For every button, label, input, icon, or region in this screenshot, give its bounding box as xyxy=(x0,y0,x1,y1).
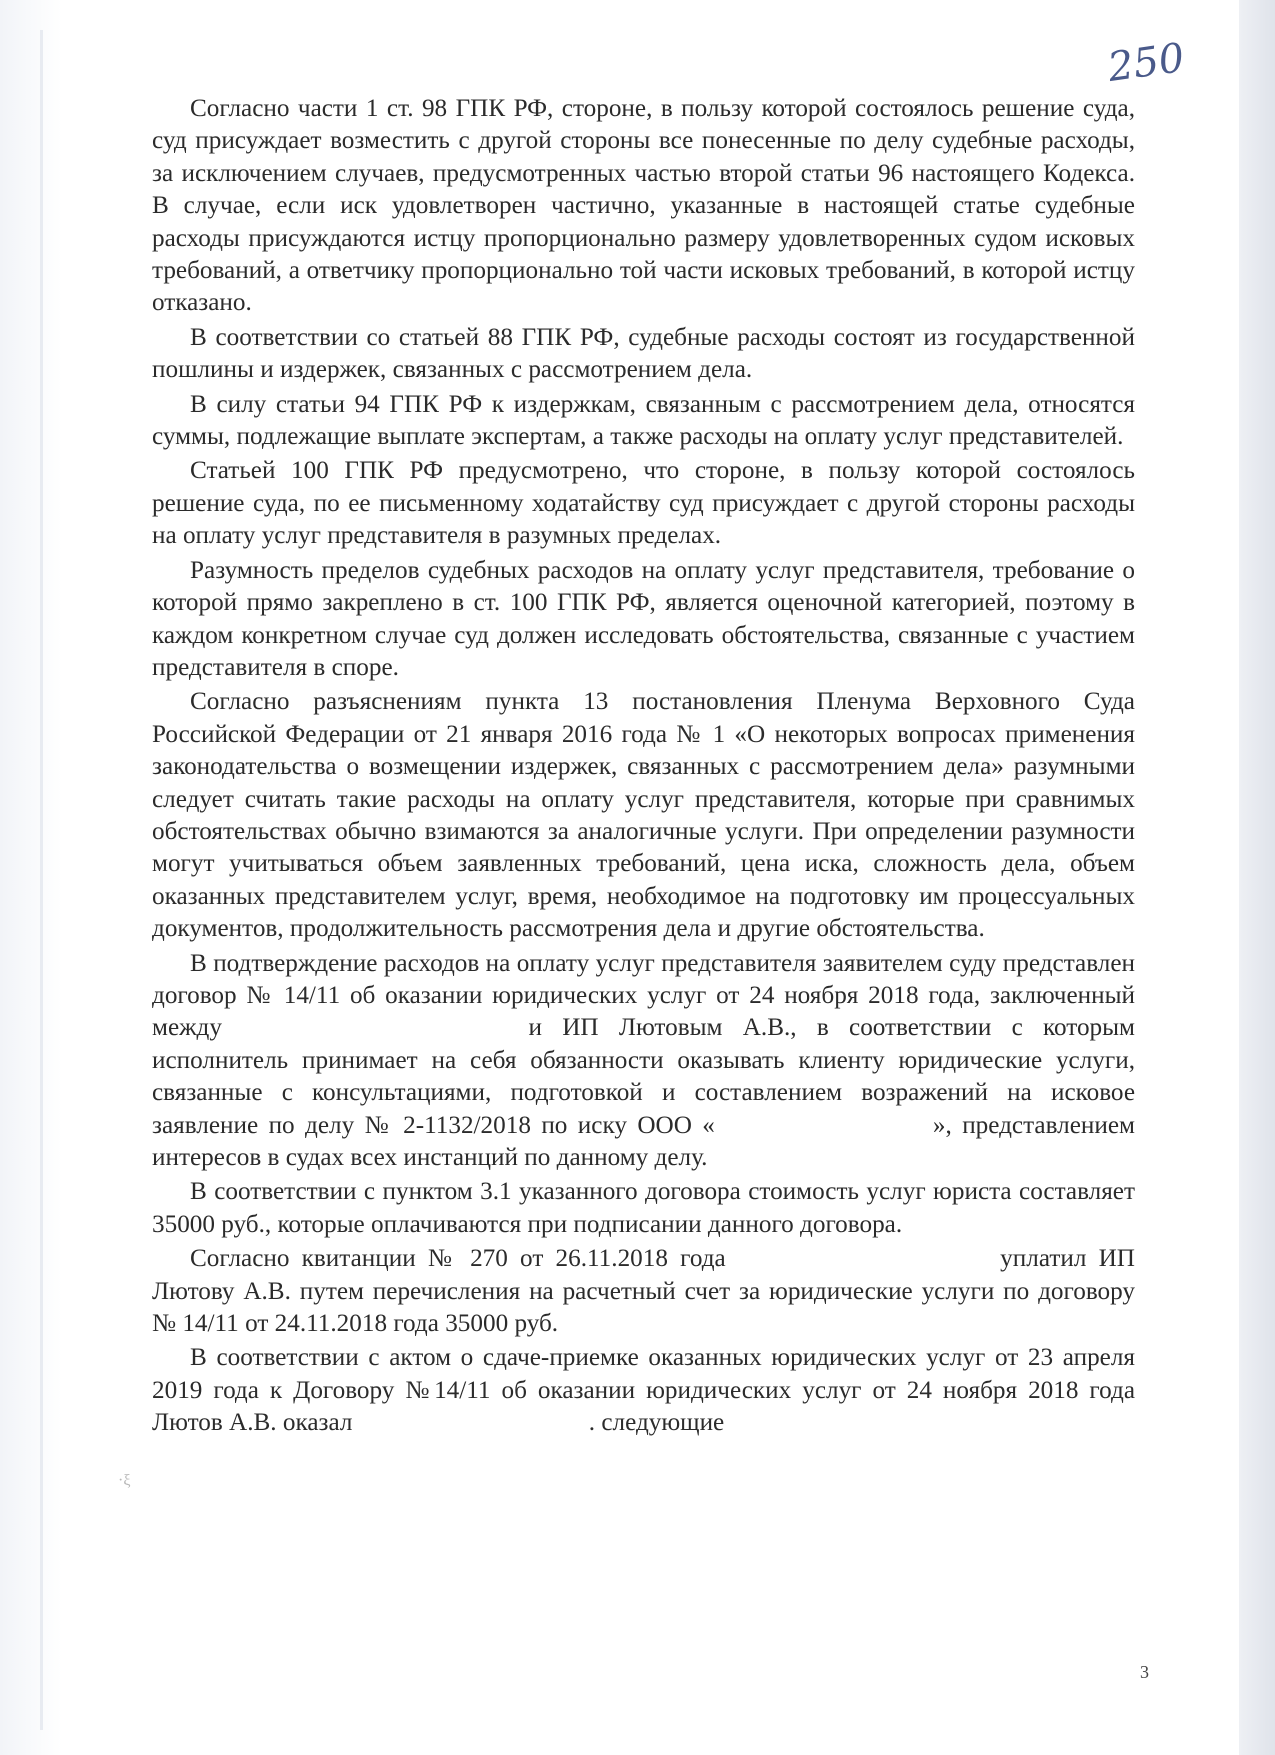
paragraph: Согласно разъяснениям пункта 13 постановления Пленума Верховного Суда Российской Федерации от 21 января 2016 года № 1 «О некоторых вопросах применения законодательства о возмещении издержек, связанных с рассмотрением дела» разумными следует считать такие расходы на оплату услуг представителя, которые при сравнимых обстоятельствах обычно взимаются за аналогичные услуги. При определении разумности могут учитываться объем заявленных требований, цена иска, сложность дела, объем оказанных представителем услуг, время, необходимое на подготовку им процессуальных документов, продолжительность рассмотрения дела и другие обстоятельства. xyxy=(152,688,1135,943)
paragraph: Согласно части 1 ст. 98 ГПК РФ, стороне, в пользу которой состоялось решение суда, суд присуждает возместить с другой стороны все понесенные по делу судебные расходы, за исключением случаев, предусмотренных частью второй статьи 96 настоящего Кодекса. В случае, если иск удовлетворен частично, указанные в настоящей статье судебные расходы присуждаются истцу пропорционально размеру удовлетворенных судом исковых требований, а ответчику пропорционально той части исковых требований, в которой истцу отказано. xyxy=(152,95,1135,317)
paragraph: В силу статьи 94 ГПК РФ к издержкам, связанным с рассмотрением дела, относятся суммы, подлежащие выплате экспертам, а также расходы на оплату услуг представителей. xyxy=(152,390,1135,451)
redaction-box xyxy=(242,1014,508,1040)
paragraph-text: уплатил ИП Лютову А.В. путем перечисления на расчетный счет за юридические услуги по договору № 14/11 от 24.11.2018 года 35000 руб. xyxy=(152,1245,1135,1338)
paragraph xyxy=(152,1342,1135,1439)
page-fold-line xyxy=(40,30,43,1730)
paragraph-text: В соответствии с актом о сдаче-приемке оказанных юридических услуг от 23 апреля 2019 года к Договору №14/11 об оказании юридических услуг от 24 ноября 2018 года Лютов А.В. оказал xyxy=(152,1344,1135,1437)
paragraph-text: . следующие xyxy=(588,1409,725,1437)
page-number: 3 xyxy=(1140,1662,1149,1682)
scan-right-edge xyxy=(1239,0,1275,1755)
paragraph-text: В подтверждение расходов на оплату услуг представителя заявителем суду представлен договор № 14/11 об оказании юридических услуг от 24 ноября 2018 года, заключенный между xyxy=(152,949,1135,1042)
paragraph-text: Согласно квитанции № 270 от 26.11.2018 года xyxy=(190,1245,726,1273)
redaction-box xyxy=(715,1112,933,1138)
handwritten-sheet-number: 250 xyxy=(1105,34,1188,92)
document-body xyxy=(152,93,1135,1442)
paragraph: В соответствии со статьей 88 ГПК РФ, судебные расходы состоят из государственной пошлины и издержек, связанных с рассмотрением дела. xyxy=(152,323,1135,384)
paragraph xyxy=(152,948,1135,1175)
paragraph: Статьей 100 ГПК РФ предусмотрено, что стороне, в пользу которой состоялось решение суда, по ее письменному ходатайству суд присуждает с другой стороны расходы на оплату услуг представителя в разумных пределах. xyxy=(152,457,1135,550)
redaction-box xyxy=(359,1409,589,1435)
paragraph: Разумность пределов судебных расходов на оплату услуг представителя, требование о которой прямо закреплено в ст. 100 ГПК РФ, является оценочной категорией, поэтому в каждом конкретном случае суд должен исследовать обстоятельства, связанные с участием представителя в споре. xyxy=(152,556,1135,681)
scan-artifact-mark: ·ξ xyxy=(118,1472,131,1489)
paragraph xyxy=(152,1243,1135,1340)
scan-left-edge xyxy=(0,0,62,1755)
paragraph: В соответствии с пунктом 3.1 указанного договора стоимость услуг юриста составляет 35000 руб., которые оплачиваются при подписании данного договора. xyxy=(152,1178,1135,1238)
paragraph-text: », представлением интересов в судах всех инстанций по данному делу. xyxy=(152,1111,1135,1171)
paragraph-text: и ИП Лютовым А.В., в соответствии с которым исполнитель принимает на себя обязанности оказывать клиенту юридические услуги, связанные с консультациями, подготовкой и составлением возражений на исковое заявление по делу № 2-1132/2018 по иску ООО « xyxy=(152,1014,1135,1139)
redaction-box xyxy=(738,1245,988,1271)
